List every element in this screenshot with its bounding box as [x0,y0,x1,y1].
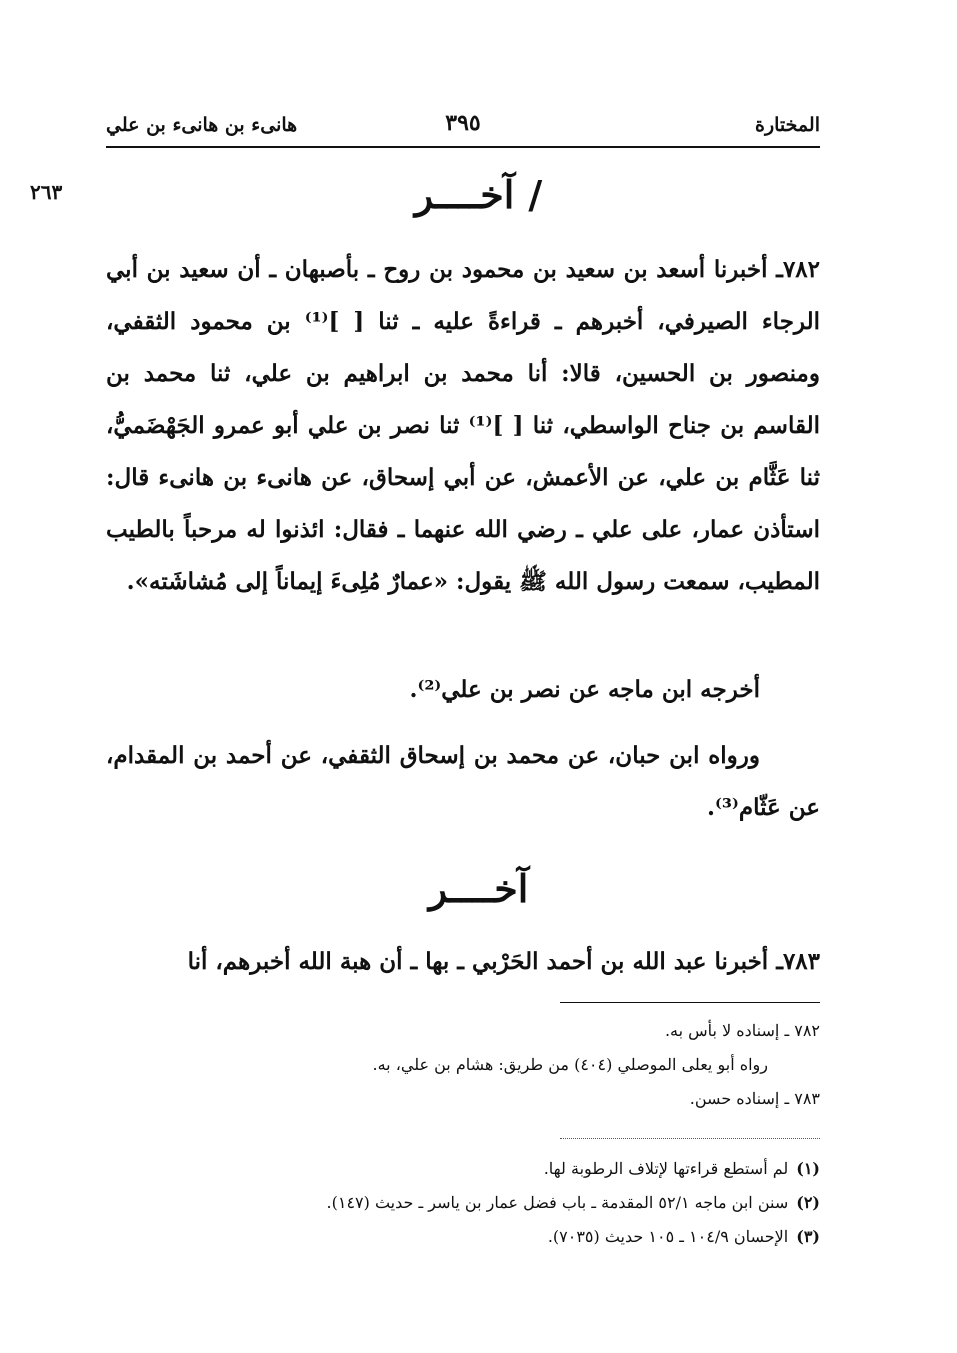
editor-note: ٧٨٣ ـ إسناده حسن. [689,1089,820,1108]
editor-note: ٧٨٢ ـ إسناده لا بأس به. [664,1021,820,1040]
footnote-number: (١) [796,1159,820,1178]
footnote-text: سنن ابن ماجه ٥٢/١ المقدمة ـ باب فضل عمار بن ياسر ـ حديث (١٤٧). [326,1193,789,1212]
running-header [106,108,820,144]
header-rule [106,146,820,148]
footnotes [150,1152,820,1254]
heading-title: آخــــر [428,866,529,911]
footnote [150,1220,820,1254]
hadith-782-paragraph: ٧٨٢ـ أخبرنا أسعد بن سعيد بن محمود بن روح ـ بأصبهان ـ أن سعيد بن أبي الرجاء الصيرفي، أخبرهم ـ قراءةً عليه ـ ثنا [ ]⁽¹⁾ بن محمود الثقفي، ومنصور بن الحسين، قالا: أنا محمد بن ابراهيم بن علي، ثنا محمد بن القاسم بن جناح الواسطي، ثنا [ ]⁽¹⁾ ثنا نصر بن علي أبو عمرو الجَهْضَميُّ، ثنا عَثَّام بن علي، عن الأعمش، عن أبي إسحاق، عن هانىء بن هانىء قال: استأذن عمار، على علي ـ رضي الله عنهما ـ فقال: ائذنوا له مرحباً بالطيب المطيب، سمعت رسول الله ﷺ يقول: «عمارٌ مُلِىءَ إيماناً إلى مُشاشَته». [106,256,820,595]
notes-rule [560,1002,820,1003]
hadith-783-paragraph: ٧٨٣ـ أخبرنا عبد الله بن أحمد الحَرْبي ـ بها ـ أن هبة الله أخبرهم، أنا [187,948,820,975]
footnotes-rule [560,1138,820,1139]
footnote-text: الإحسان ١٠٤/٩ ـ ١٠٥ حديث (٧٠٣٥). [547,1227,789,1246]
ibn-hibban-paragraph: ورواه ابن حبان، عن محمد بن إسحاق الثقفي، عن أحمد بن المقدام، عن عَثّام⁽³⁾. [106,742,820,821]
book-title: المختارة [755,114,820,136]
editor-note: رواه أبو يعلى الموصلي (٤٠٤) من طريق: هشام بن علي، به. [372,1055,768,1074]
heading-title: آخــــر [414,172,515,217]
heading-slash-mark: / [528,172,543,217]
ibn-majah-paragraph: أخرجه ابن ماجه عن نصر بن علي⁽²⁾. [409,676,760,703]
footnote-number: (٣) [796,1227,820,1246]
editor-notes [150,1014,820,1116]
footnote [150,1186,820,1220]
section-heading-2 [0,866,957,911]
footnote [150,1152,820,1186]
chapter-title: هانىء بن هانىء بن علي [106,114,298,136]
section-heading-1 [0,172,957,217]
footnote-text: لم أستطع قراءتها لإتلاف الرطوبة لها. [543,1159,789,1178]
footnote-number: (٢) [796,1193,820,1212]
page-number: ٣٩٥ [445,110,481,136]
margin-page-number: ٢٦٣ [30,180,63,204]
